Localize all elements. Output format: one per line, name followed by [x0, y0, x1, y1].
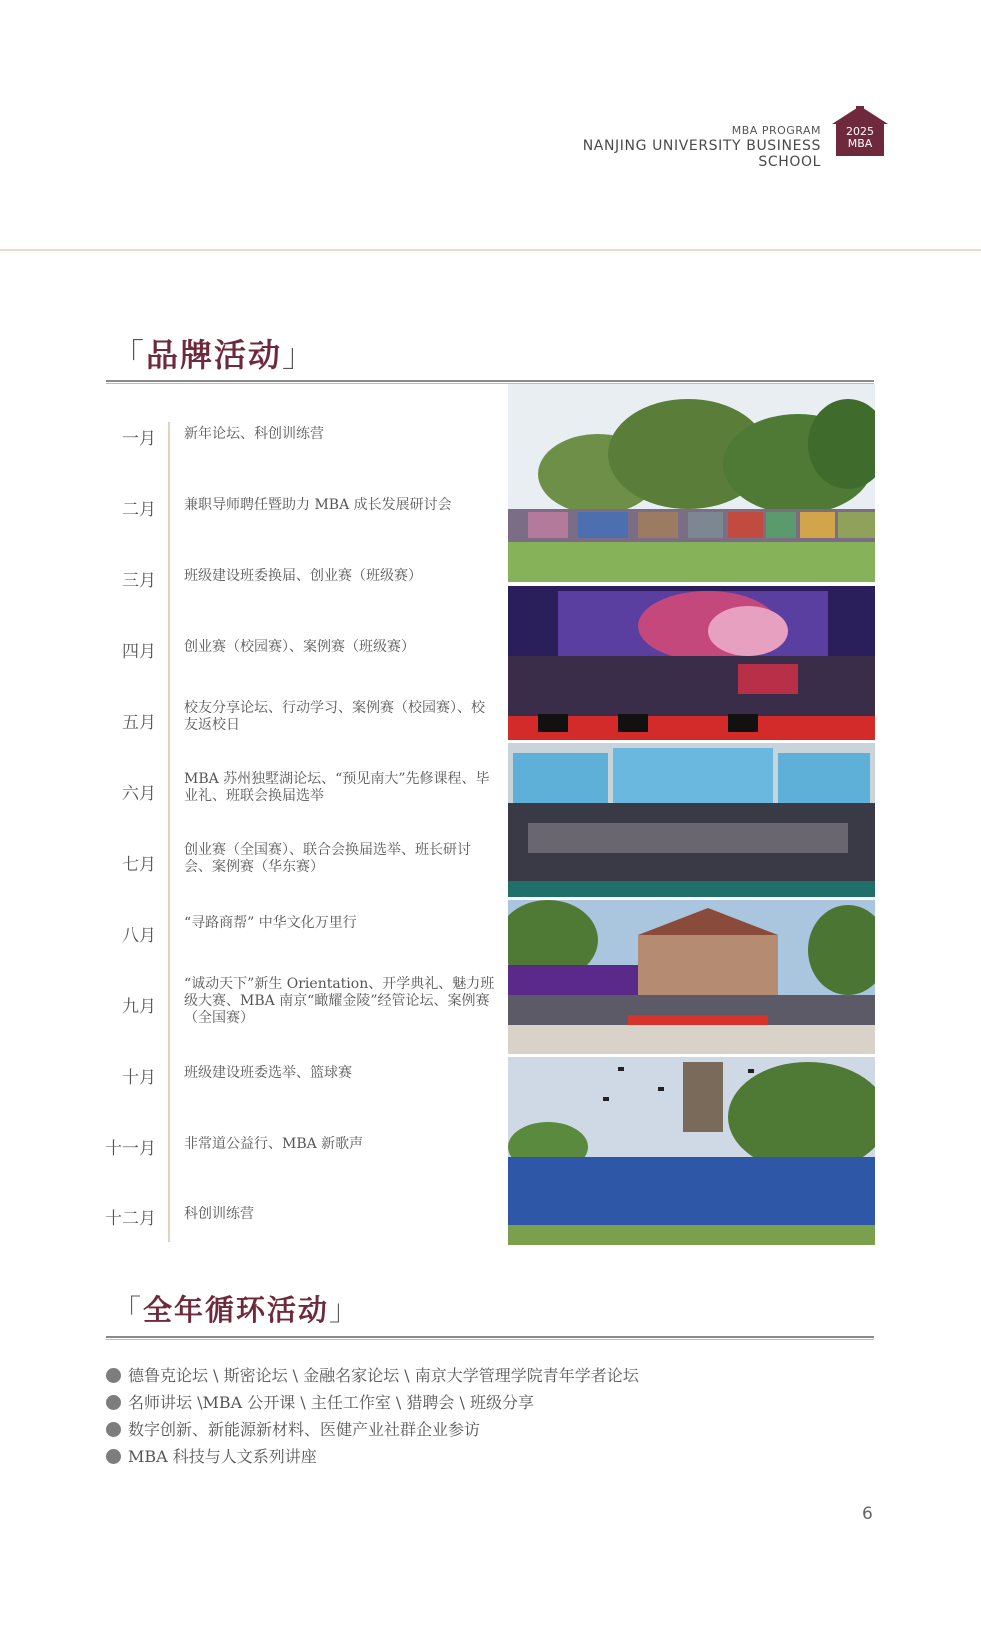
month-label: 四月 [122, 642, 156, 662]
bullet-dot-icon [106, 1368, 121, 1383]
annual-activity-list [106, 1362, 806, 1470]
photo-conference-group [508, 743, 875, 897]
month-label: 九月 [122, 997, 156, 1017]
month-row [100, 637, 500, 687]
photo-group-lawn [508, 384, 875, 582]
list-item-text: 名师讲坛 \MBA 公开课 \ 主任工作室 \ 猎聘会 \ 班级分享 [128, 1393, 534, 1412]
header-program: MBA PROGRAM [731, 124, 821, 137]
page-number: 6 [862, 1504, 873, 1524]
month-desc: 创业赛（校园赛）、案例赛（班级赛） [184, 639, 415, 655]
month-desc: MBA 苏州独墅湖论坛、“预见南大”先修课程、毕业礼、班联会换届选举 [184, 771, 490, 804]
timeline-line [168, 422, 170, 1242]
month-label: 一月 [122, 429, 156, 449]
month-row [100, 700, 500, 758]
list-item [106, 1389, 806, 1416]
month-row [100, 1134, 500, 1184]
list-item-text: MBA 科技与人文系列讲座 [128, 1447, 317, 1466]
month-label: 六月 [122, 784, 156, 804]
month-desc: 非常道公益行、MBA 新歌声 [184, 1136, 364, 1152]
month-label: 十月 [122, 1068, 156, 1088]
month-desc: “寻路商帮” 中华文化万里行 [184, 915, 357, 931]
logo-year: 2025 [846, 125, 874, 138]
header-divider [0, 249, 981, 251]
list-item [106, 1362, 806, 1389]
month-label: 八月 [122, 926, 156, 946]
bracket-close: 」 [282, 336, 317, 374]
mba-2025-logo [830, 104, 890, 158]
month-row [100, 566, 500, 616]
list-item [106, 1416, 806, 1443]
month-desc: 科创训练营 [184, 1206, 254, 1222]
month-row [100, 495, 500, 545]
photo-graduation [508, 1057, 875, 1245]
bullet-dot-icon [106, 1395, 121, 1410]
month-label: 十二月 [105, 1209, 156, 1229]
month-desc: 兼职导师聘任暨助力 MBA 成长发展研讨会 [184, 497, 452, 513]
month-label: 二月 [122, 500, 156, 520]
photo-stage-event [508, 586, 875, 740]
month-desc: 新年论坛、科创训练营 [184, 426, 324, 442]
photo-campus-building [508, 900, 875, 1054]
annual-section-title [112, 1288, 360, 1329]
month-label: 十一月 [105, 1139, 156, 1159]
bracket-open: 「 [112, 1293, 144, 1327]
month-row [100, 1204, 500, 1254]
header-school-name: NANJING UNIVERSITY BUSINESS SCHOOL [582, 138, 821, 170]
annual-section-rule [106, 1336, 874, 1340]
month-row [100, 424, 500, 474]
brand-title-text: 品牌活动 [146, 336, 283, 374]
month-desc: “诚动天下”新生 Orientation、开学典礼、魅力班级大赛、MBA 南京“瞰耀金陵”经管论坛、案例赛（全国赛） [184, 976, 495, 1026]
annual-title-text: 全年循环活动 [143, 1293, 330, 1327]
list-item [106, 1443, 806, 1470]
list-item-text: 德鲁克论坛 \ 斯密论坛 \ 金融名家论坛 \ 南京大学管理学院青年学者论坛 [128, 1366, 639, 1385]
month-desc: 校友分享论坛、行动学习、案例赛（校园赛）、校友返校日 [184, 700, 485, 733]
month-desc: 创业赛（全国赛）、联合会换届选举、班长研讨会、案例赛（华东赛） [184, 842, 471, 875]
month-label: 三月 [122, 571, 156, 591]
month-row [100, 842, 500, 900]
month-row [100, 976, 500, 1042]
bracket-close: 」 [329, 1293, 361, 1327]
month-label: 五月 [122, 713, 156, 733]
bullet-dot-icon [106, 1449, 121, 1464]
month-desc: 班级建设班委选举、篮球赛 [184, 1065, 352, 1081]
brand-section-title [112, 330, 316, 376]
logo-label: MBA [847, 137, 873, 150]
month-label: 七月 [122, 855, 156, 875]
month-desc: 班级建设班委换届、创业赛（班级赛） [184, 568, 422, 584]
month-row [100, 915, 500, 971]
month-row [100, 771, 500, 829]
month-row [100, 1063, 500, 1113]
list-item-text: 数字创新、新能源新材料、医健产业社群企业参访 [128, 1420, 481, 1439]
bullet-dot-icon [106, 1422, 121, 1437]
bracket-open: 「 [112, 336, 147, 374]
